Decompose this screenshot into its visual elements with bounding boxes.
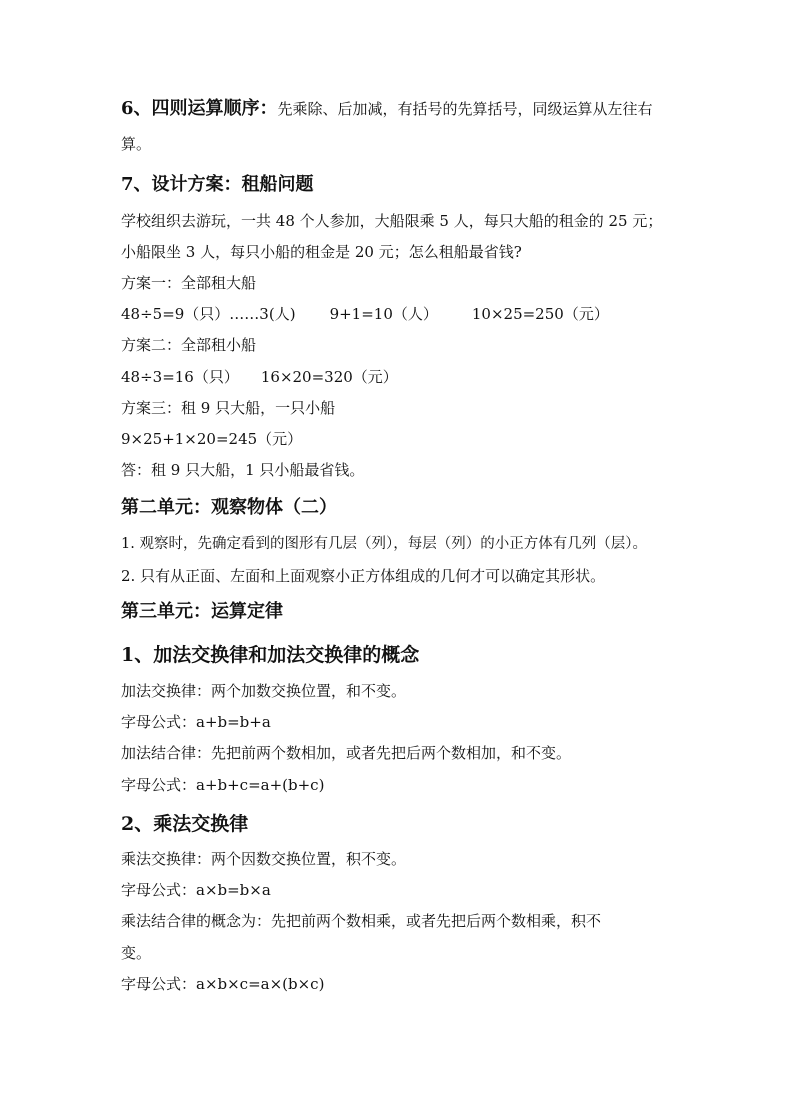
section6-text-line2: 算。 xyxy=(121,135,152,153)
unit3-sub1-line4: 字母公式：a+b+c=a+(b+c) xyxy=(121,776,325,794)
unit3-sub2-line4: 变。 xyxy=(121,944,152,962)
unit3-sub1-line1: 加法交换律：两个加数交换位置，和不变。 xyxy=(121,682,407,700)
unit3-sub1-line2: 字母公式：a+b=b+a xyxy=(121,713,271,731)
plan3-label: 方案三：租 9 只大船，一只小船 xyxy=(121,399,336,417)
plan1-calc1: 48÷5=9（只）……3(人) xyxy=(121,305,296,323)
plan3-calculation: 9×25+1×20=245（元） xyxy=(121,430,303,448)
unit3-sub1-title: 1、加法交换律和加法交换律的概念 xyxy=(121,644,420,666)
unit3-sub2-line5: 字母公式：a×b×c=a×(b×c) xyxy=(121,975,325,993)
unit3-title: 第三单元：运算定律 xyxy=(121,601,283,622)
unit2-title: 第二单元：观察物体（二） xyxy=(121,497,337,518)
unit3-sub2-line3: 乘法结合律的概念为：先把前两个数相乘，或者先把后两个数相乘，积不 xyxy=(121,912,602,930)
section6-title: 6、四则运算顺序： xyxy=(121,98,278,119)
unit2-item2: 2. 只有从正面、左面和上面观察小正方体组成的几何才可以确定其形状。 xyxy=(121,567,606,585)
section7-problem-line2: 小船限坐 3 人，每只小船的租金是 20 元；怎么租船最省钱? xyxy=(121,243,522,261)
unit3-sub1-line3: 加法结合律：先把前两个数相加，或者先把后两个数相加，和不变。 xyxy=(121,744,572,762)
plan1-label: 方案一：全部租大船 xyxy=(121,274,257,292)
section7-answer: 答：租 9 只大船，1 只小船最省钱。 xyxy=(121,461,365,479)
plan1-calc3: 10×25=250（元） xyxy=(471,305,609,323)
unit2-item1: 1. 观察时，先确定看到的图形有几层（列），每层（列）的小正方体有几列（层）。 xyxy=(121,536,647,552)
plan2-calculation xyxy=(121,367,398,387)
unit3-sub2-title: 2、乘法交换律 xyxy=(121,813,249,835)
plan2-label: 方案二：全部租小船 xyxy=(121,336,257,354)
plan1-calculation xyxy=(121,304,609,324)
plan1-calc2: 9+1=10（人） xyxy=(329,305,438,323)
plan2-calc1: 48÷3=16（只） xyxy=(121,368,239,386)
plan2-calc2: 16×20=320（元） xyxy=(260,368,398,386)
unit3-sub2-line1: 乘法交换律：两个因数交换位置，积不变。 xyxy=(121,850,407,868)
section7-problem-line1: 学校组织去游玩，一共 48 个人参加，大船限乘 5 人，每只大船的租金的 25 元； xyxy=(121,212,663,230)
section7-title: 7、设计方案：租船问题 xyxy=(121,174,314,195)
section6-line1 xyxy=(121,98,653,120)
unit3-sub2-line2: 字母公式：a×b=b×a xyxy=(121,881,271,899)
section6-text-line1: 先乘除、后加减，有括号的先算括号，同级运算从左往右 xyxy=(277,100,653,118)
